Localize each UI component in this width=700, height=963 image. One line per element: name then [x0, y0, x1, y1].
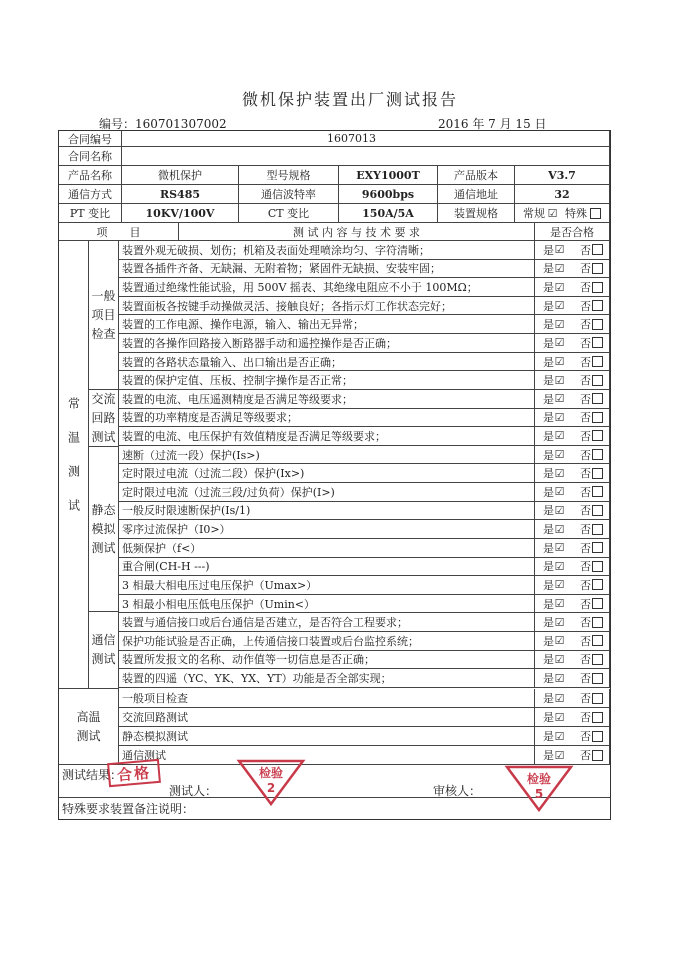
report-date: 2016 年 7 月 15 日	[438, 117, 547, 131]
result-yes-checkbox[interactable]: ☑	[554, 243, 565, 257]
result-yes	[543, 521, 564, 537]
result-yes-checkbox[interactable]: ☑	[554, 355, 565, 369]
result-no	[580, 260, 603, 276]
result-no-label: 否	[580, 672, 591, 686]
tester-label: 测试人：	[169, 784, 218, 798]
serial-number: 编号：160701307002	[99, 117, 227, 131]
product-name-label: 产品名称	[59, 166, 122, 185]
model-label: 型号规格	[239, 166, 339, 185]
stamp-left-number: 2	[266, 781, 276, 795]
test-item-text: 装置通过绝缘性能试验，用 500V 摇表、其绝缘电阻应不小于 100MΩ；	[119, 278, 535, 297]
result-no-label: 否	[580, 541, 591, 555]
result-no-checkbox[interactable]	[592, 356, 603, 367]
result-yes-label: 是	[543, 523, 554, 537]
result-yes-checkbox[interactable]: ☑	[554, 578, 565, 592]
test-item-text: 定时限过电流（过流二段）保护(Ix>)	[119, 464, 535, 483]
result-yes-checkbox[interactable]: ☑	[554, 261, 565, 275]
group-room-temp-text: 常温测试	[66, 396, 81, 533]
group-high-temp	[59, 689, 119, 765]
test-item-text: 静态模拟测试	[119, 727, 535, 746]
result-cell	[535, 539, 610, 558]
result-yes	[543, 484, 564, 500]
result-no-checkbox[interactable]	[592, 750, 603, 761]
result-cell	[535, 390, 610, 409]
contract-name-value	[122, 147, 610, 166]
result-yes	[543, 465, 564, 481]
result-no-label: 否	[580, 634, 591, 648]
result-yes	[543, 335, 564, 351]
result-no	[580, 316, 603, 332]
result-cell	[535, 446, 610, 465]
group-general-text: 一般项目检查	[91, 288, 116, 341]
baud-value: 9600bps	[339, 185, 438, 204]
test-item-text: 装置面板各按键手动操做灵活、接触良好；各指示灯工作状态完好；	[119, 297, 535, 316]
ct-label: CT 变比	[239, 204, 339, 223]
result-yes-label: 是	[543, 318, 554, 332]
result-yes-label: 是	[543, 578, 554, 592]
test-item-text: 通信测试	[119, 746, 535, 765]
result-no-label: 否	[580, 597, 591, 611]
group-static	[89, 447, 119, 612]
pt-value: 10KV/100V	[122, 204, 239, 223]
spec-special-label: 特殊	[565, 207, 587, 220]
stamp-left-text: 检验	[258, 766, 284, 780]
result-no-checkbox[interactable]	[592, 263, 603, 274]
result-no-label: 否	[580, 336, 591, 350]
result-no	[580, 354, 603, 370]
remark-label: 特殊要求装置备注说明：	[62, 802, 195, 816]
test-item-text: 装置的电流、电压保护有效值精度是否满足等级要求；	[119, 427, 535, 446]
result-cell	[535, 576, 610, 595]
test-item-text: 3 相最小相电压低电压保护（Umin<）	[119, 595, 535, 614]
result-yes-label: 是	[543, 299, 554, 313]
test-item-text: 一般反时限速断保护(Is/1)	[119, 502, 535, 521]
test-item-text: 定时限过电流（过流三段/过负荷）保护(I>)	[119, 483, 535, 502]
result-yes-checkbox[interactable]: ☑	[554, 652, 565, 666]
result-no	[580, 596, 603, 612]
test-item-text: 装置的四遥（YC、YK、YX、YT）功能是否全部实现；	[119, 669, 535, 688]
result-yes	[543, 633, 564, 649]
group-general	[89, 241, 119, 390]
result-no	[580, 690, 603, 706]
result-cell	[535, 334, 610, 353]
result-yes-checkbox[interactable]: ☑	[554, 392, 565, 406]
test-item-text: 装置与通信接口或后台通信是否建立，是否符合工程要求；	[119, 613, 535, 632]
result-yes-checkbox[interactable]: ☑	[554, 634, 565, 648]
test-item-text: 装置各插件齐备、无缺漏、无附着物；紧固件无缺损、安装牢固；	[119, 260, 535, 279]
result-yes	[543, 354, 564, 370]
group-high-temp-text: 高温测试	[76, 709, 101, 743]
result-no	[580, 633, 603, 649]
item-header: 项 目	[59, 223, 179, 241]
test-item-text: 装置的功率精度是否满足等级要求；	[119, 409, 535, 428]
test-item-text: 低频保护（f<）	[119, 539, 535, 558]
content-header: 测 试 内 容 与 技 术 要 求	[179, 223, 535, 241]
result-no-label: 否	[580, 243, 591, 257]
result-cell	[535, 464, 610, 483]
result-no	[580, 709, 603, 725]
result-cell	[535, 315, 610, 334]
result-yes-label: 是	[543, 281, 554, 295]
result-cell	[535, 297, 610, 316]
address-value: 32	[515, 185, 610, 204]
result-no	[580, 484, 603, 500]
result-yes	[543, 372, 564, 388]
result-yes-label: 是	[543, 467, 554, 481]
result-cell	[535, 278, 610, 297]
result-yes	[543, 428, 564, 444]
result-yes	[543, 409, 564, 425]
spec-normal-label: 常规	[523, 207, 545, 220]
result-yes-checkbox[interactable]: ☑	[554, 373, 565, 387]
product-name-value: 微机保护	[122, 166, 239, 185]
result-cell	[535, 669, 610, 688]
spec-normal-checkbox[interactable]: ☑	[547, 206, 558, 220]
result-no	[580, 502, 603, 518]
inspection-stamp-left	[236, 758, 306, 806]
result-no-checkbox[interactable]	[592, 486, 603, 497]
result-no	[580, 670, 603, 686]
result-yes-checkbox[interactable]: ☑	[554, 559, 565, 573]
inspection-stamp-right	[504, 764, 574, 812]
result-no-checkbox[interactable]	[592, 561, 603, 572]
result-no	[580, 558, 603, 574]
result-no-label: 否	[580, 467, 591, 481]
result-cell	[535, 241, 610, 260]
result-no	[580, 372, 603, 388]
result-no-checkbox[interactable]	[592, 731, 603, 742]
result-no-checkbox[interactable]	[592, 393, 603, 404]
result-yes-label: 是	[543, 336, 554, 350]
result-cell	[535, 651, 610, 670]
contract-name-label: 合同名称	[59, 147, 122, 166]
result-no-label: 否	[580, 653, 591, 667]
result-no-checkbox[interactable]	[592, 524, 603, 535]
result-yes	[543, 540, 564, 556]
result-no-checkbox[interactable]	[592, 430, 603, 441]
pass-stamp	[107, 759, 161, 787]
address-label: 通信地址	[438, 185, 515, 204]
result-no-checkbox[interactable]	[592, 712, 603, 723]
report-table	[58, 130, 611, 820]
result-no	[580, 242, 603, 258]
result-yes-label: 是	[543, 504, 554, 518]
result-yes	[543, 242, 564, 258]
result-no-label: 否	[580, 711, 591, 724]
result-no	[580, 614, 603, 630]
result-no-checkbox[interactable]	[592, 244, 603, 255]
result-cell	[535, 595, 610, 614]
result-no-label: 否	[580, 485, 591, 499]
test-item-text: 装置的各路状态量输入、出口输出是否正确；	[119, 353, 535, 372]
test-item-text: 装置的工作电源、操作电源，输入、输出无异常；	[119, 315, 535, 334]
result-no-label: 否	[580, 411, 591, 425]
result-no-label: 否	[580, 318, 591, 332]
test-item-text: 3 相最大相电压过电压保护（Umax>）	[119, 576, 535, 595]
result-yes-label: 是	[543, 392, 554, 406]
qualified-header: 是否合格	[535, 223, 610, 241]
result-cell	[535, 502, 610, 521]
result-no-label: 否	[580, 392, 591, 406]
result-yes	[543, 709, 564, 725]
result-yes-label: 是	[543, 355, 554, 369]
spec-options	[515, 204, 610, 223]
result-no-checkbox[interactable]	[592, 542, 603, 553]
baud-label: 通信波特率	[239, 185, 339, 204]
result-yes-label: 是	[543, 411, 554, 425]
result-yes-label: 是	[543, 634, 554, 648]
result-yes-checkbox[interactable]: ☑	[554, 615, 565, 629]
comm-mode-label: 通信方式	[59, 185, 122, 204]
result-yes-checkbox[interactable]: ☑	[554, 691, 565, 705]
result-yes-label: 是	[543, 262, 554, 276]
test-item-text: 装置的电流、电压遥测精度是否满足等级要求；	[119, 390, 535, 409]
result-no-checkbox[interactable]	[592, 693, 603, 704]
test-item-text: 装置外观无破损、划伤；机箱及表面处理喷涂均匀、字符清晰；	[119, 241, 535, 260]
result-no	[580, 747, 603, 763]
result-no-checkbox[interactable]	[592, 300, 603, 311]
pt-label: PT 变比	[59, 204, 122, 223]
result-no	[580, 465, 603, 481]
result-yes-label: 是	[543, 541, 554, 555]
contract-no-label: 合同编号	[59, 131, 122, 147]
result-yes	[543, 391, 564, 407]
group-static-text: 静态模拟测试	[91, 502, 116, 555]
result-no	[580, 409, 603, 425]
result-no-label: 否	[580, 281, 591, 295]
result-cell	[535, 353, 610, 372]
result-yes-checkbox[interactable]: ☑	[554, 429, 565, 443]
result-cell	[535, 746, 610, 765]
result-no-label: 否	[580, 560, 591, 574]
result-no-checkbox[interactable]	[592, 579, 603, 590]
version-label: 产品版本	[438, 166, 515, 185]
test-item-text: 保护功能试验是否正确，上传通信接口装置或后台监控系统；	[119, 632, 535, 651]
result-yes	[543, 728, 564, 744]
result-no-label: 否	[580, 429, 591, 443]
result-cell	[535, 689, 610, 708]
test-item-text: 装置所发报文的名称、动作值等一切信息是否正确；	[119, 651, 535, 670]
result-yes-label: 是	[543, 374, 554, 388]
result-yes	[543, 614, 564, 630]
result-no-checkbox[interactable]	[592, 654, 603, 665]
result-yes-label: 是	[543, 429, 554, 443]
report-title: 微机保护装置出厂测试报告	[241, 90, 458, 109]
result-no-checkbox[interactable]	[592, 617, 603, 628]
group-comm-text: 通信测试	[91, 633, 116, 666]
result-no	[580, 279, 603, 295]
result-yes-checkbox[interactable]: ☑	[554, 710, 565, 724]
result-yes-checkbox[interactable]: ☑	[554, 410, 565, 424]
test-item-text: 一般项目检查	[119, 689, 535, 708]
result-no	[580, 391, 603, 407]
result-no-checkbox[interactable]	[592, 337, 603, 348]
stamp-right-number: 5	[534, 787, 544, 801]
result-yes-label: 是	[543, 485, 554, 499]
result-no-label: 否	[580, 262, 591, 276]
result-yes-checkbox[interactable]: ☑	[554, 485, 565, 499]
result-yes	[543, 316, 564, 332]
result-label: 测试结果：	[62, 768, 123, 782]
result-yes	[543, 279, 564, 295]
result-no	[580, 298, 603, 314]
result-cell	[535, 371, 610, 390]
result-no	[580, 728, 603, 744]
test-item-text: 装置的保护定值、压板、控制字操作是否正常；	[119, 371, 535, 390]
result-no-label: 否	[580, 504, 591, 518]
result-yes	[543, 558, 564, 574]
result-no-label: 否	[580, 730, 591, 743]
spec-special-checkbox[interactable]	[590, 208, 601, 219]
result-cell	[535, 520, 610, 539]
result-yes	[543, 651, 564, 667]
result-no-checkbox[interactable]	[592, 505, 603, 516]
result-no-checkbox[interactable]	[592, 449, 603, 460]
contract-no-value: 1607013	[122, 131, 610, 147]
result-yes	[543, 690, 564, 706]
test-item-text: 零序过流保护（I0>）	[119, 520, 535, 539]
result-yes-label: 是	[543, 448, 554, 462]
result-cell	[535, 632, 610, 651]
result-yes-checkbox[interactable]: ☑	[554, 522, 565, 536]
result-yes-checkbox[interactable]: ☑	[554, 336, 565, 350]
test-item-text: 重合闸(CH-H ---)	[119, 558, 535, 577]
result-yes-checkbox[interactable]: ☑	[554, 280, 565, 294]
result-yes-checkbox[interactable]: ☑	[554, 448, 565, 462]
group-ac	[89, 390, 119, 447]
result-yes-checkbox[interactable]: ☑	[554, 748, 565, 762]
result-yes	[543, 260, 564, 276]
test-item-text: 速断（过流一段）保护(Is>)	[119, 446, 535, 465]
result-cell	[535, 613, 610, 632]
result-yes	[543, 670, 564, 686]
result-yes-label: 是	[543, 616, 554, 630]
result-yes	[543, 577, 564, 593]
test-item-text: 装置的各操作回路接入断路器手动和遥控操作是否正确；	[119, 334, 535, 353]
result-yes	[543, 747, 564, 763]
result-yes-checkbox[interactable]: ☑	[554, 503, 565, 517]
result-yes-checkbox[interactable]: ☑	[554, 466, 565, 480]
result-cell	[535, 483, 610, 502]
result-yes-label: 是	[543, 560, 554, 574]
result-yes	[543, 502, 564, 518]
pass-stamp-text: 合格	[116, 763, 152, 784]
result-cell	[535, 708, 610, 727]
result-cell	[535, 409, 610, 428]
result-no-checkbox[interactable]	[592, 598, 603, 609]
spec-label: 装置规格	[438, 204, 515, 223]
result-no-checkbox[interactable]	[592, 319, 603, 330]
result-yes-checkbox[interactable]: ☑	[554, 597, 565, 611]
result-yes-label: 是	[543, 672, 554, 686]
result-no-label: 否	[580, 299, 591, 313]
result-yes-label: 是	[543, 749, 554, 762]
result-no-label: 否	[580, 448, 591, 462]
result-no	[580, 651, 603, 667]
result-yes	[543, 298, 564, 314]
result-no-label: 否	[580, 355, 591, 369]
model-value: EXY1000T	[339, 166, 438, 185]
ct-value: 150A/5A	[339, 204, 438, 223]
result-no-checkbox[interactable]	[592, 673, 603, 684]
comm-mode-value: RS485	[122, 185, 239, 204]
result-yes-checkbox[interactable]: ☑	[554, 541, 565, 555]
reviewer-label: 审核人：	[433, 784, 482, 798]
result-cell	[535, 558, 610, 577]
result-cell	[535, 260, 610, 279]
result-yes	[543, 596, 564, 612]
result-yes-checkbox[interactable]: ☑	[554, 299, 565, 313]
result-no-label: 否	[580, 374, 591, 388]
result-yes-checkbox[interactable]: ☑	[554, 729, 565, 743]
result-no-label: 否	[580, 692, 591, 705]
result-yes-checkbox[interactable]: ☑	[554, 317, 565, 331]
result-yes-label: 是	[543, 597, 554, 611]
result-no-label: 否	[580, 523, 591, 537]
stamp-right-text: 检验	[526, 772, 552, 786]
result-no-checkbox[interactable]	[592, 468, 603, 479]
result-yes-checkbox[interactable]: ☑	[554, 671, 565, 685]
result-no-checkbox[interactable]	[592, 635, 603, 646]
result-no-label: 否	[580, 578, 591, 592]
result-yes-label: 是	[543, 653, 554, 667]
result-yes	[543, 447, 564, 463]
version-value: V3.7	[515, 166, 610, 185]
result-cell	[535, 727, 610, 746]
result-no-label: 否	[580, 749, 591, 762]
result-yes-label: 是	[543, 692, 554, 705]
result-no	[580, 335, 603, 351]
result-no	[580, 428, 603, 444]
result-no-label: 否	[580, 616, 591, 630]
result-no	[580, 540, 603, 556]
result-yes-label: 是	[543, 730, 554, 743]
result-no	[580, 577, 603, 593]
result-no	[580, 521, 603, 537]
test-item-text: 交流回路测试	[119, 708, 535, 727]
group-comm	[89, 612, 119, 689]
group-room-temp	[59, 241, 89, 689]
result-no-checkbox[interactable]	[592, 282, 603, 293]
result-yes-label: 是	[543, 711, 554, 724]
result-no	[580, 447, 603, 463]
result-no-checkbox[interactable]	[592, 375, 603, 386]
result-yes-label: 是	[543, 243, 554, 257]
group-ac-text: 交流回路测试	[91, 391, 116, 444]
result-no-checkbox[interactable]	[592, 412, 603, 423]
result-cell	[535, 427, 610, 446]
